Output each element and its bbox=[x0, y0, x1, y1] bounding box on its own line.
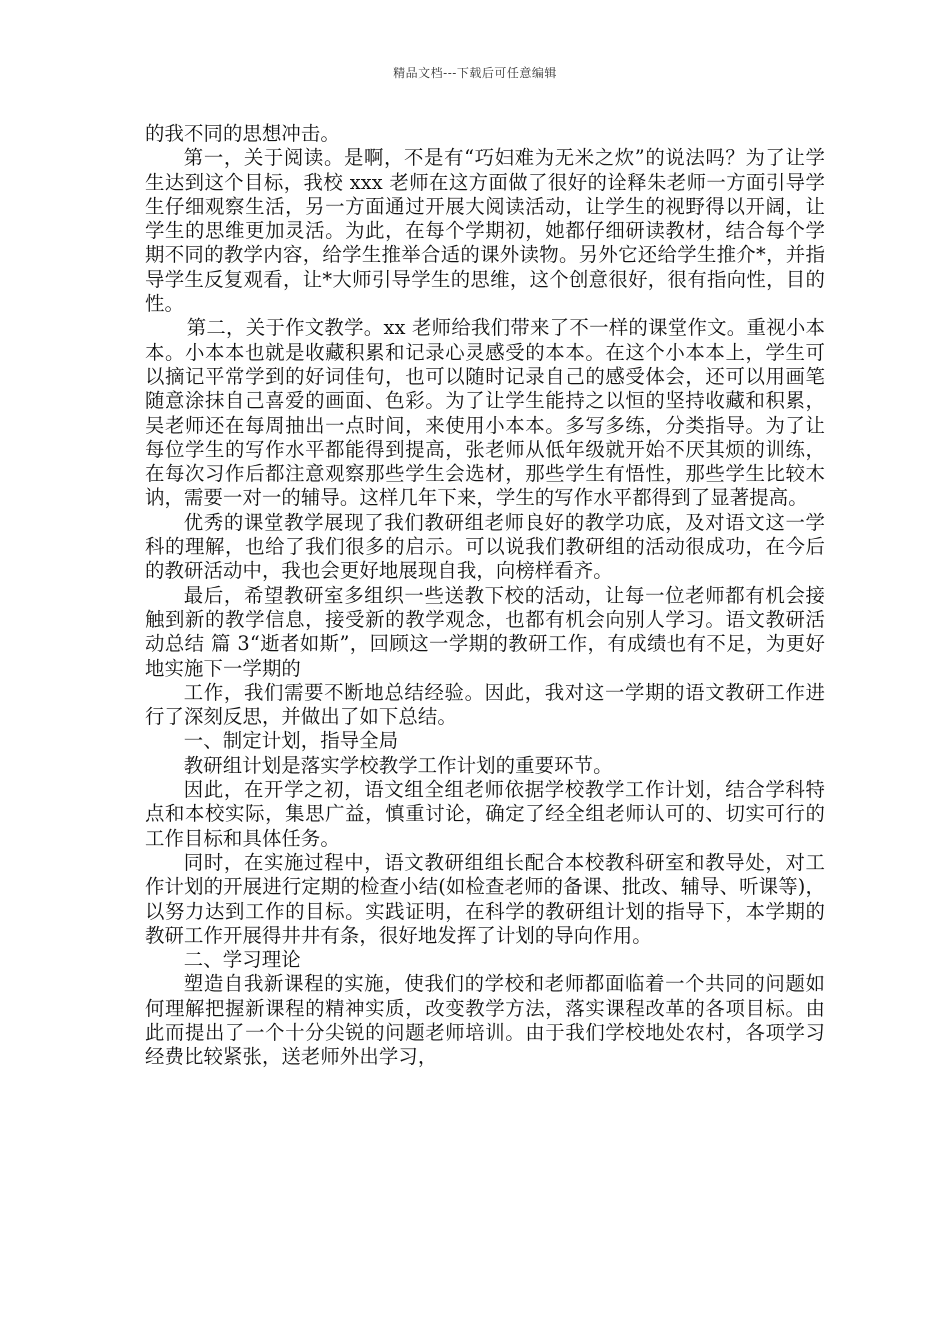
paragraph-excellent-teaching: 优秀的课堂教学展现了我们教研组老师良好的教学功底，及对语文这一学科的理解，也给了我们很多的启示。可以说我们教研组的活动很成功，在今后的教研活动中，我也会更好地展现自我，向榜样看齐。 bbox=[145, 510, 825, 583]
paragraph-new-curriculum: 塑造自我新课程的实施，使我们的学校和老师都面临着一个共同的问题如何理解把握新课程的精神实质，改变教学方法，落实课程改革的各项目标。由此而提出了一个十分尖锐的问题老师培训。由于我们学校地处农村，各项学习经费比较紧张，送老师外出学习， bbox=[145, 972, 825, 1069]
paragraph-plan-start: 因此，在开学之初，语文组全组老师依据学校教学工作计划，结合学科特点和本校实际，集思广益，慎重讨论，确定了经全组老师认可的、切实可行的工作目标和具体任务。 bbox=[145, 778, 825, 850]
paragraph-reading: 第一，关于阅读。是啊，不是有“巧妇难为无米之炊”的说法吗？为了让学生达到这个目标，我校 xxx 老师在这方面做了很好的诠释朱老师一方面引导学生仔细观察生活，另一方面通过开展大阅读活动，让学生的视野得以开阔，让学生的思维更加灵活。为此，在每个学期初，她都仔细研读教材，结合每个学期不同的教学内容，给学生推举合适的课外读物。另外它还给学生推介*，并指导学生反复观看，让*大师引导学生的思维，这个创意很好，很有指向性，目的性。 bbox=[145, 146, 825, 316]
section-heading-theory: 二、学习理论 bbox=[183, 948, 301, 972]
paragraph-continuation: 的我不同的思想冲击。 bbox=[145, 122, 340, 145]
paragraph-work-summary: 工作，我们需要不断地总结经验。因此，我对这一学期的语文教研工作进行了深刻反思，并做出了如下总结。 bbox=[145, 680, 825, 729]
section-heading-plan: 一、制定计划，指导全局 bbox=[183, 729, 399, 753]
page-header: 精品文档---下载后可任意编辑 bbox=[393, 66, 557, 80]
paragraph-plan-implementation: 同时，在实施过程中，语文教研组组长配合本校教科研室和教导处，对工作计划的开展进行定期的检查小结(如检查老师的备课、批改、辅导、听课等)，以努力达到工作的目标。实践证明，在科学的教研组计划的指导下，本学期的教研工作开展得井井有条，很好地发挥了计划的导向作用。 bbox=[145, 850, 825, 947]
paragraph-composition: 第二，关于作文教学。xx 老师给我们带来了不一样的课堂作文。重视小本本。小本本也就是收藏积累和记录心灵感受的本本。在这个小本本上，学生可以摘记平常学到的好词佳句，也可以随时记录自己的感受体会，还可以用画笔随意涂抹自己喜爱的画面、色彩。为了让学生能持之以恒的坚持收藏和积累，吴老师还在每周抽出一点时间，来使用小本本。多写多练，分类指导。为了让每位学生的写作水平都能得到提高，张老师从低年级就开始不厌其烦的训练，在每次习作后都注意观察那些学生会选材，那些学生有悟性，那些学生比较木讷，需要一对一的辅导。这样几年下来，学生的写作水平都得到了显著提高。 bbox=[145, 316, 825, 510]
document-body bbox=[145, 122, 825, 1070]
paragraph-finally: 最后，希望教研室多组织一些送教下校的活动，让每一位老师都有机会接触到新的教学信息，接受新的教学观念，也都有机会向别人学习。语文教研活动总结 篇 3“逝者如斯”，回顾这一学期的教研工作，有成绩也有不足，为更好地实施下一学期的 bbox=[145, 583, 825, 680]
paragraph-plan-importance: 教研组计划是落实学校教学工作计划的重要环节。 bbox=[183, 753, 613, 777]
